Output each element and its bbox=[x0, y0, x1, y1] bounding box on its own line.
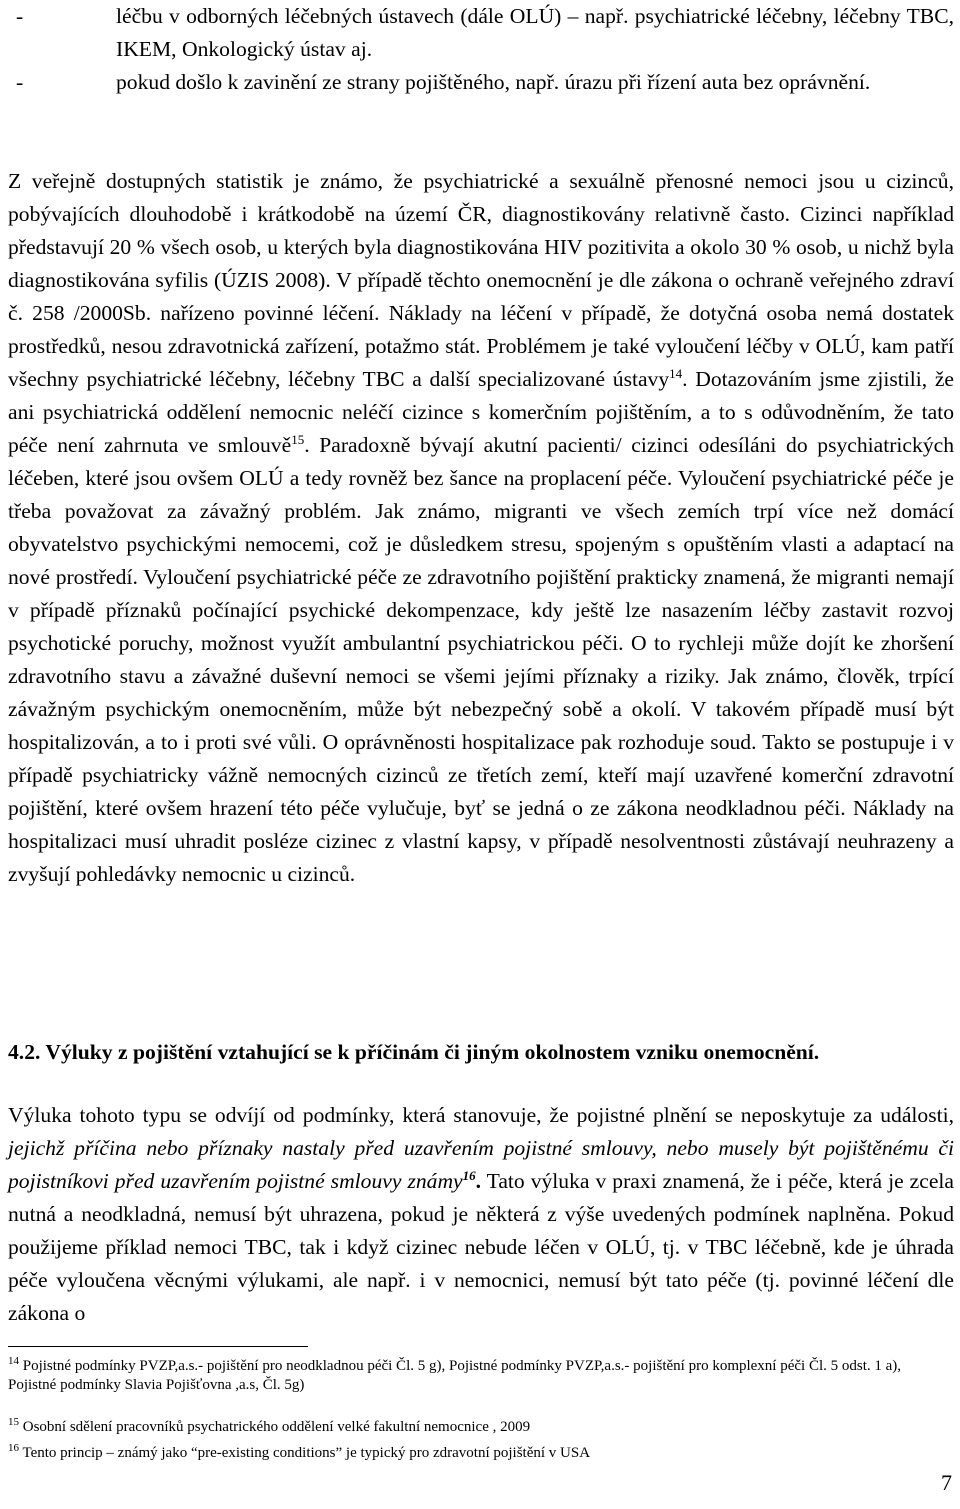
footnote-divider bbox=[8, 1346, 308, 1347]
footnote bbox=[8, 1444, 940, 1463]
list-dash: - bbox=[16, 70, 24, 94]
list-item bbox=[8, 0, 954, 66]
footnote-text: Tento princip – známý jako “pre-existing conditions” je typický pro zdravotní pojištění v USA bbox=[19, 1445, 591, 1461]
footnote bbox=[8, 1418, 940, 1437]
dash-list bbox=[8, 0, 954, 99]
list-dash: - bbox=[16, 4, 24, 28]
paragraph-exclusions bbox=[8, 1099, 954, 1330]
section-heading: 4.2. Výluky z pojištění vztahující se k příčinám či jiným okolnostem vzniku onemocnění. bbox=[8, 1040, 820, 1064]
list-item-text: léčbu v odborných léčebných ústavech (dále OLÚ) – např. psychiatrické léčebny, léčebny TBC, IKEM, Onkologický ústav aj. bbox=[116, 4, 954, 61]
footnote-ref: 16 bbox=[462, 1167, 476, 1183]
paragraph-segment: Z veřejně dostupných statistik je známo, že psychiatrické a sexuálně přenosné nemoci jsou u cizinců, pobývajících dlouhodobě i krátkodobě na území ČR, diagnostikovány relativně často. Cizinci například představují 20 % všech osob, u kterých byla diagnostikována HIV pozitivita a okolo 30 % osob, u nichž byla diagnostikována syfilis (ÚZIS 2008). V případě těchto onemocnění je dle zákona o ochraně veřejného zdraví č. 258 /2000Sb. nařízeno povinné léčení. Náklady na léčení v případě, že dotyčná osoba nemá dostatek prostředků, nesou zdravotnická zařízení, potažmo stát. Problémem je také vyloučení léčby v OLÚ, kam patří všechny psychiatrické léčebny, léčebny TBC a další specializované ústavy bbox=[8, 169, 954, 391]
footnote-number: 15 bbox=[8, 1416, 19, 1428]
footnote-number: 14 bbox=[8, 1355, 19, 1367]
paragraph-italic: jejichž příčina nebo příznaky nastaly před uzavřením pojistné smlouvy, nebo musely být pojištěnému či pojistníkovi před uzavřením pojistné smlouvy známy bbox=[8, 1136, 954, 1193]
paragraph-segment: . Paradoxně bývají akutní pacienti/ cizinci odesíláni do psychiatrických léčeben, které jsou ovšem OLÚ a tedy rovněž bez šance na proplacení péče. Vyloučení psychiatrické péče je třeba považovat za závažný problém. Jak známo, migranti ve všech zemích trpí více než domácí obyvatelstvo psychickými nemocemi, což je důsledkem stresu, spojeným s opuštěním vlasti a adaptací na nové prostředí. Vyloučení psychiatrické péče ze zdravotního pojištění prakticky znamená, že migranti nemají v případě příznaků počínající psychické dekompenzace, kdy ještě lze nasazením léčby zastavit rozvoj psychotické poruchy, možnost využít ambulantní psychiatrickou péči. O to rychleji může dojít ke zhoršení zdravotního stavu a závažné duševní nemoci se všemi jejími příznaky a riziky. Jak známo, člověk, trpící závažným psychickým onemocněním, může být nebezpečný sobě a okolí. V takovém případě musí být hospitalizován, a to i proti své vůli. O oprávněnosti hospitalizace pak rozhoduje soud. Takto se postupuje i v případě psychiatricky vážně nemocných cizinců ze třetích zemí, kteří mají uzavřené komerční zdravotní pojištění, které ovšem hrazení této péče vylučuje, byť se jedná o ze zákona neodkladnou péči. Náklady na hospitalizaci musí uhradit posléze cizinec z vlastní kapsy, v případě nesolventnosti zůstávají neuhrazeny a zvyšují pohledávky nemocnic u cizinců. bbox=[8, 433, 954, 886]
paragraph-text bbox=[8, 165, 954, 891]
paragraph-segment: Výluka tohoto typu se odvíjí od podmínky, která stanovuje, že pojistné plnění se neposkytuje za události, bbox=[8, 1103, 954, 1127]
paragraph-text bbox=[8, 1099, 954, 1330]
paragraph-psychiatric-care bbox=[8, 165, 954, 891]
paragraph-segment: . Dotazováním jsme zjistili, že ani psychiatrická oddělení nemocnic neléčí cizince s komerčním pojištěním, a to s odůvodněním, že tato péče není zahrnuta ve smlouvě bbox=[8, 367, 954, 457]
list-item-text: pokud došlo k zavinění ze strany pojištěného, např. úrazu při řízení auta bez oprávnění. bbox=[116, 70, 871, 94]
list-item bbox=[8, 66, 954, 99]
footnote bbox=[8, 1357, 940, 1395]
paragraph-segment: Tato výluka v praxi znamená, že i péče, která je zcela nutná a neodkladná, nemusí být uhrazena, pokud je některá z výše uvedených podmínek naplněna. Pokud použijeme příklad nemoci TBC, tak i když cizinec nebude léčen v OLÚ, tj. v TBC léčebně, kde je úhrada péče vyloučena věcnými výlukami, ale např. i v nemocnici, nemusí být tato péče (tj. povinné léčení dle zákona o bbox=[8, 1169, 954, 1325]
footnote-ref: 15 bbox=[291, 431, 305, 447]
footnote-ref: 14 bbox=[669, 365, 683, 381]
footnote-text: Pojistné podmínky PVZP,a.s.- pojištění pro neodkladnou péči Čl. 5 g), Pojistné podmínky PVZP,a.s.- pojištění pro komplexní péči Čl. 5 odst. 1 a), Pojistné podmínky Slavia Pojišťovna ,a.s, Čl. 5g) bbox=[8, 1358, 902, 1393]
page-number: 7 bbox=[941, 1470, 952, 1495]
footnote-text: Osobní sdělení pracovníků psychatrického oddělení velké fakultní nemocnice , 2009 bbox=[19, 1419, 531, 1435]
paragraph-segment: . bbox=[475, 1169, 482, 1193]
footnote-number: 16 bbox=[8, 1442, 19, 1454]
